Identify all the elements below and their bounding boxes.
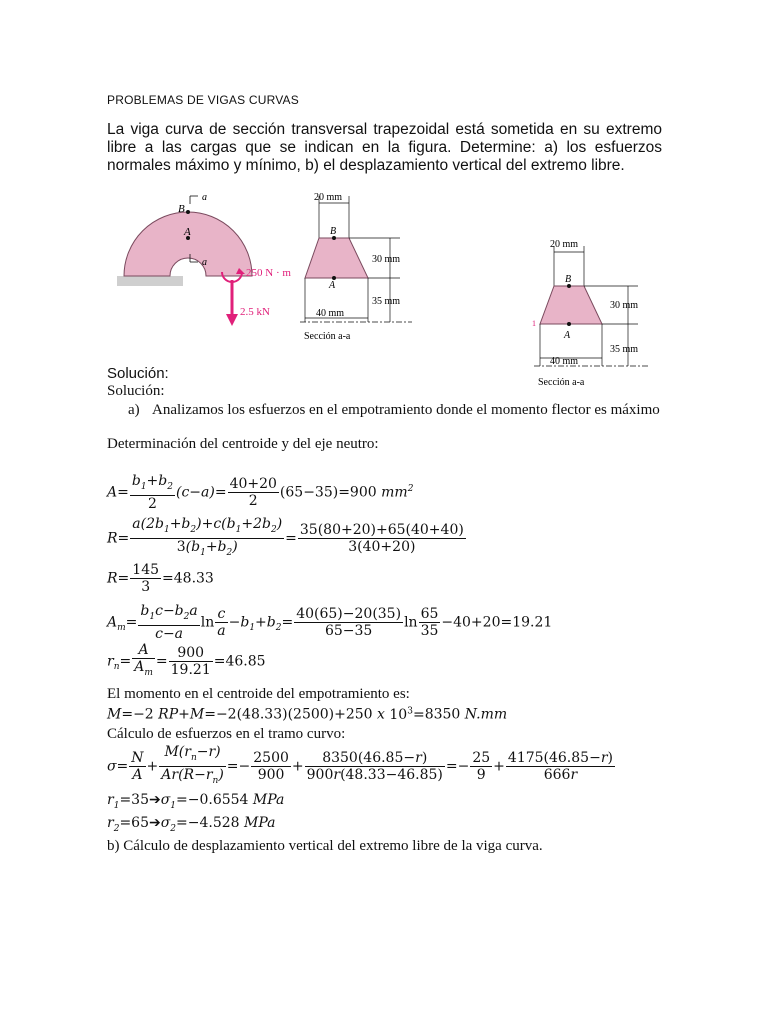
label-A: A	[184, 226, 191, 238]
section-figure-right	[530, 234, 655, 392]
problem-statement: La viga curva de sección transversal trapezoidal está sometida en su extremo libre a las cargas que se indican en la figura. Determine: a) los esfuerzos normales máximo y mínimo, b) el desplazamiento vertical del extremo libre.	[107, 121, 662, 174]
solution-title: Solución:	[107, 365, 169, 382]
equation-Am: $A_m=$ $\frac{b_1c-b_2a}{c-a}$ ln $\frac{c}{a}$ $-b_1+b_2=$ $\frac{40(65)-20(35)}{65-35}$ ln $\frac{65}{35}$ −40+20=19.21	[107, 603, 553, 642]
force-label: 2.5 kN	[240, 306, 270, 318]
svg-text:B: B	[330, 226, 337, 237]
label-B: B	[178, 203, 185, 215]
list-marker: a)	[128, 402, 140, 418]
svg-text:a: a	[202, 192, 207, 203]
list-item-text: Analizamos los esfuerzos en el empotramiento donde el momento flector es máximo	[152, 402, 660, 418]
moment-value: 8350	[424, 706, 461, 723]
document-heading: PROBLEMAS DE VIGAS CURVAS	[107, 93, 299, 107]
svg-text:20 mm: 20 mm	[550, 239, 579, 250]
part-b-title: b) Cálculo de desplazamiento vertical del extremo libre de la viga curva.	[107, 838, 543, 854]
dim-30-label: 30 mm	[372, 254, 401, 265]
svg-text:30 mm: 30 mm	[610, 300, 639, 311]
svg-text:40 mm: 40 mm	[550, 356, 579, 367]
equation-sigma1: $r_1=35➔\sigma_1=-0.6554$ MPa	[107, 792, 285, 811]
svg-text:B: B	[565, 274, 572, 285]
equation-radius-general: R= $\frac{a(2b_1+b_2)+c(b_1+2b_2)}{3(b_1+b_2)}$ = $\frac{35(80+20)+65(40+40)}{3(40+20)}$	[107, 516, 464, 558]
dim-top-label: 20 mm	[314, 192, 343, 203]
equation-area: A= $\frac{b_1+b_2}{2}$ (c−a)= $\frac{40+20}{2}$ (65−35)=900 $mm^2$	[107, 473, 414, 512]
trapezoid-section	[305, 238, 368, 278]
radius-value: 48.33	[173, 570, 214, 587]
svg-text:A: A	[329, 280, 336, 291]
equation-sigma2: $r_2=65➔\sigma_2=-4.528$ MPa	[107, 815, 276, 834]
dim-bottom-label: 40 mm	[316, 308, 345, 319]
list-item-a	[128, 401, 663, 420]
solution-title-secondary: Solución:	[107, 383, 165, 399]
section-label: Sección a-a	[304, 331, 351, 342]
equation-rn: $r_n=$ $\frac{A}{A_m}$ = $\frac{900}{19.21}$ =46.85	[107, 642, 266, 678]
svg-text:1: 1	[532, 319, 536, 328]
svg-text:Sección a-a: Sección a-a	[538, 377, 585, 388]
rn-value: 46.85	[225, 653, 266, 670]
support-block	[117, 276, 183, 286]
stress-title: Cálculo de esfuerzos en el tramo curvo:	[107, 726, 346, 742]
section-figure-left	[300, 188, 415, 346]
dim-35-label: 35 mm	[372, 296, 401, 307]
equation-stress: σ= $\frac{N}{A}$ + $\frac{M(r_n-r)}{Ar(R-r_n)}$ =− $\frac{2500}{900}$ + $\frac{8350(46.85-r)}{900r(48.33-46.85)}$ =− $\frac{25}{9}$ + $\frac{4175(46.85-r)}{666r}$	[107, 744, 613, 786]
moment-label: 250 N · m	[246, 267, 291, 279]
centroid-title: Determinación del centroide y del eje neutro:	[107, 436, 379, 452]
equation-moment: M=−2 RP+M=−2(48.33)(2500)+250 x $10^3=8350$ N.mm	[107, 706, 508, 723]
sigma1-value: −0.6554	[187, 792, 249, 808]
svg-text:A: A	[564, 330, 571, 341]
sigma2-value: −4.528	[187, 815, 240, 831]
beam-shape	[124, 212, 252, 276]
svg-text:a: a	[202, 257, 207, 268]
equation-radius-value: R= $\frac{145}{3}$ =48.33	[107, 562, 214, 595]
Am-value: 19.21	[512, 614, 553, 631]
svg-text:35 mm: 35 mm	[610, 344, 639, 355]
curved-beam-figure	[112, 188, 317, 330]
moment-title: El momento en el centroide del empotramiento es:	[107, 686, 410, 702]
